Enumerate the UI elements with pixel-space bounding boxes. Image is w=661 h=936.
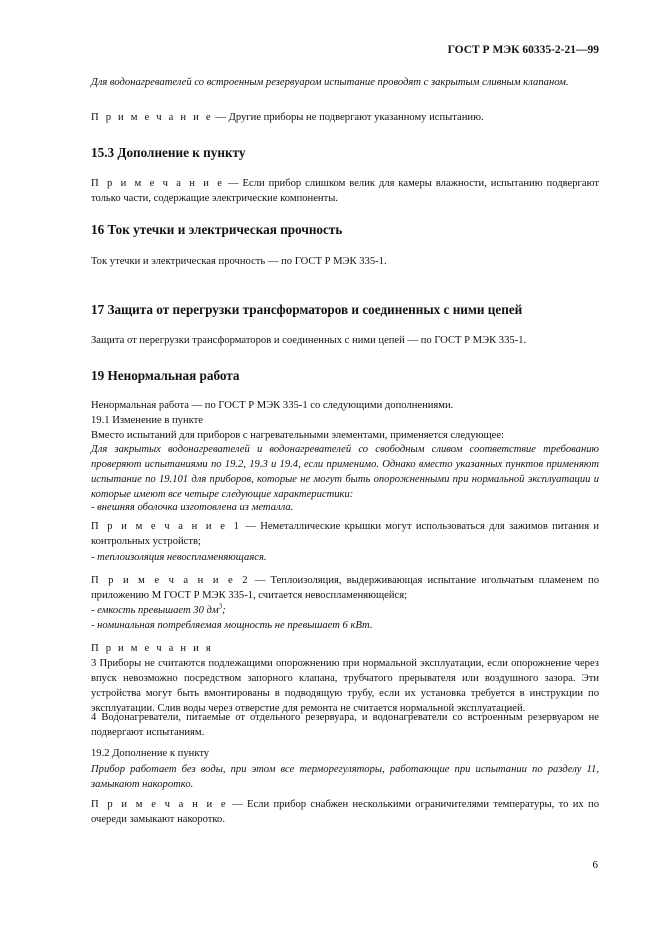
capacity-text: - емкость превышает 30 дм: [91, 605, 219, 616]
document-header: ГОСТ Р МЭК 60335-2-21—99: [447, 44, 599, 56]
paragraph-19-replacement: Вместо испытаний для приборов с нагревательными элементами, применяется следующее:: [91, 430, 505, 441]
note-text: — Если прибор слишком велик для камеры влажности, испытанию подвергают только части, содержащие электрические компоненты.: [91, 178, 599, 204]
capacity-end: ;: [222, 605, 226, 616]
notes-label: П р и м е ч а н и я: [91, 643, 213, 654]
paragraph-19-intro: Ненормальная работа — по ГОСТ Р МЭК 335-1 со следующими дополнениями.: [91, 400, 454, 411]
note-2-insulation: [91, 573, 599, 603]
note-other-devices: [91, 110, 599, 125]
page-number: 6: [592, 859, 598, 871]
note-text: — Неметаллические крышки могут использоваться для зажимов питания и контрольных устройств;: [91, 521, 600, 547]
list-item-capacity: [91, 603, 599, 618]
note-text: — Если прибор снабжен несколькими ограничителями температуры, то их по очереди замыкают накоротко.: [91, 799, 599, 825]
note-limiters: [91, 797, 599, 827]
note-label: П р и м е ч а н и е: [91, 112, 213, 123]
list-item-metal-enclosure: - внешняя оболочка изготовлена из металла.: [91, 502, 294, 513]
paragraph-19-1: 19.1 Изменение в пункте: [91, 415, 203, 426]
heading-19: 19 Ненормальная работа: [91, 368, 240, 383]
heading-15-3: 15.3 Дополнение к пункту: [91, 145, 246, 160]
note-4-separate-tank: 4 Водонагреватели, питаемые от отдельного резервуара, и водонагреватели со встроенным резервуаром не подвергают испытаниям.: [91, 712, 599, 738]
paragraph-19-requirements: Для закрытых водонагревателей и водонагревателей со свободным сливом соответствие требованию проверяют испытаниями по 19.2, 19.3 и 19.4, если применимо. Однако вместо указанных пунктов применяют испытание по 19.101 для приборов, которые не могут быть опорожненными при нормальной эксплуатации и которые имеют все четыре следующие характеристики:: [91, 444, 599, 500]
note-1-covers: [91, 519, 599, 549]
heading-17: 17 Защита от перегрузки трансформаторов и соединенных с ними цепей: [91, 302, 523, 317]
paragraph-17: Защита от перегрузки трансформаторов и соединенных с ними цепей — по ГОСТ Р МЭК 335-1.: [91, 335, 527, 346]
note-text: — Теплоизоляция, выдерживающая испытание игольчатым пламенем по приложению М ГОСТ Р МЭК 335-1, считается невоспламеняющейся;: [91, 575, 599, 601]
note-label: П р и м е ч а н и е: [91, 178, 225, 189]
note-label: П р и м е ч а н и е 2: [91, 575, 250, 586]
list-item-insulation: - теплоизоляция невоспламеняющаяся.: [91, 552, 267, 563]
heading-16: 16 Ток утечки и электрическая прочность: [91, 222, 343, 237]
note-label: П р и м е ч а н и е 1: [91, 521, 242, 532]
paragraph-19-2-text: Прибор работает без воды, при этом все терморегуляторы, работающие при испытании по разделу 11, замыкают накоротко.: [91, 764, 599, 790]
list-item-power: - номинальная потребляемая мощность не превышает 6 кВт.: [91, 620, 373, 631]
note-label: П р и м е ч а н и е: [91, 799, 228, 810]
paragraph-19-2: 19.2 Дополнение к пункту: [91, 748, 210, 759]
paragraph-drain-valve: Для водонагревателей со встроенным резервуаром испытание проводят с закрытым сливным клапаном.: [91, 77, 569, 88]
note-humidity-chamber: [91, 176, 599, 206]
capacity-superscript: 3: [218, 602, 223, 611]
paragraph-16: Ток утечки и электрическая прочность — по ГОСТ Р МЭК 335-1.: [91, 256, 387, 267]
note-text: — Другие приборы не подвергают указанному испытанию.: [212, 112, 484, 123]
note-3-drainage: 3 Приборы не считаются подлежащими опорожнению при нормальной эксплуатации, если опорожнение через впуск невозможно посредством запорного клапана, трубчатого прерывателя или воздушного зазора. Эти устройства могут быть вмонтированы в подводящую трубу, если их установка требуется в инструкции по эксплуатации. Слив воды через отверстие для ремонта не считается нормальной эксплуатацией.: [91, 658, 599, 714]
